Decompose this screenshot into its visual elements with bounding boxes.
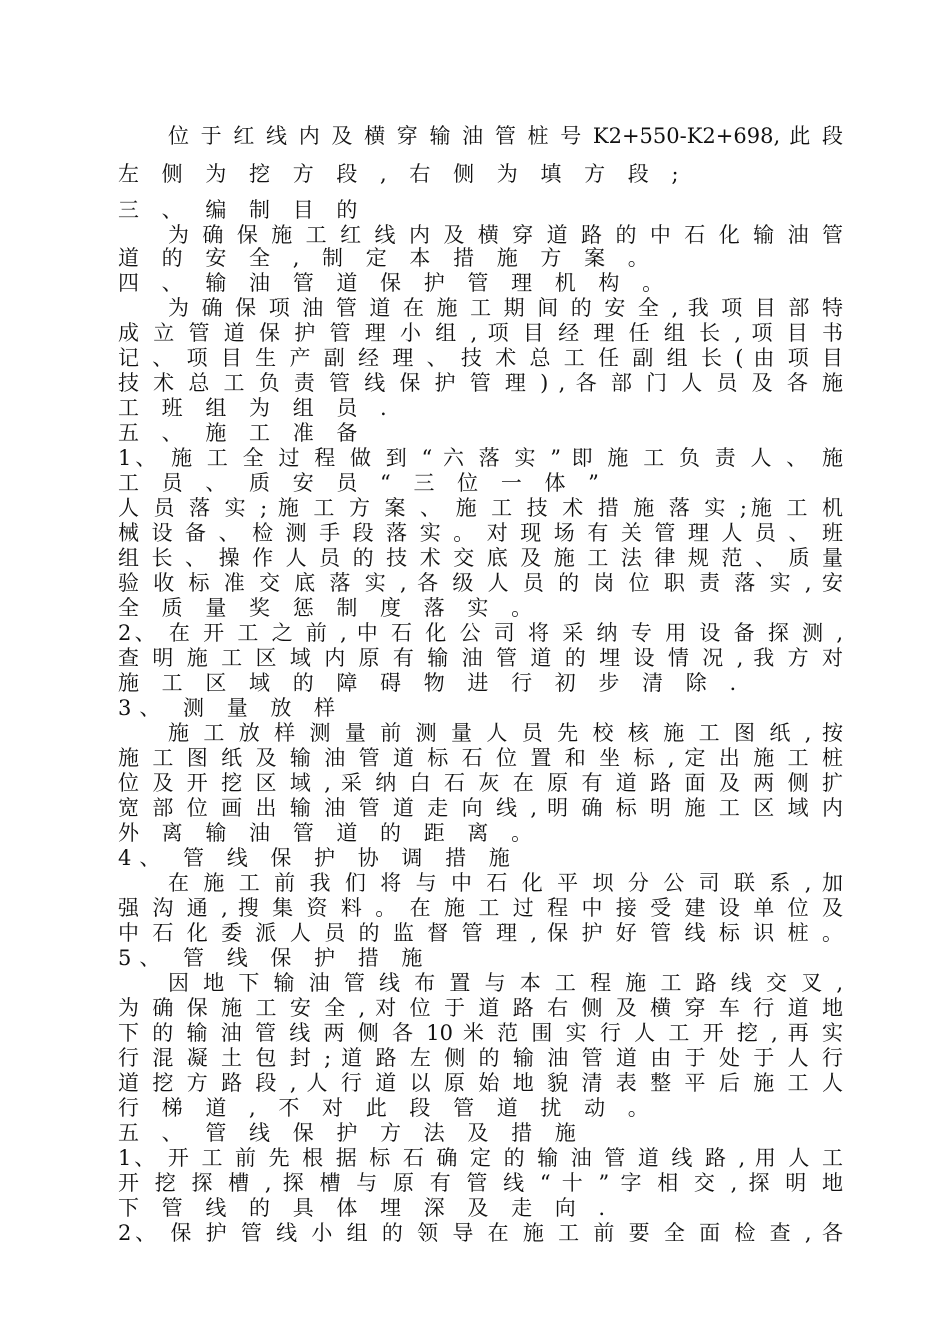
text-line: 开 挖 探 槽 , 探 槽 与 原 有 管 线 “ 十 ” 字 相 交 , 探 明 地 (118, 1171, 843, 1195)
text-line: 械 设 备 、 检 测 手 段 落 实 。 对 现 场 有 关 管 理 人 员 、 班 (118, 521, 843, 545)
section-heading: 五 、 管 线 保 护 方 法 及 措 施 (118, 1121, 584, 1145)
text-line: 2、 保 护 管 线 小 组 的 领 导 在 施 工 前 要 全 面 检 查 , 各 (118, 1221, 843, 1245)
text-line: 道 挖 方 路 段 , 人 行 道 以 原 始 地 貌 清 表 整 平 后 施 工 人 (118, 1071, 843, 1095)
text-line: 成 立 管 道 保 护 管 理 小 组 , 项 目 经 理 任 组 长 , 项 目 书 (118, 321, 843, 345)
text-line: 外 离 输 油 管 道 的 距 离 。 (118, 821, 541, 845)
text-line: 为 确 保 施 工 红 线 内 及 横 穿 道 路 的 中 石 化 输 油 管 (168, 223, 843, 247)
section-heading: 四 、 输 油 管 道 保 护 管 理 机 构 。 (118, 271, 672, 295)
text-line: 因 地 下 输 油 管 线 布 置 与 本 工 程 施 工 路 线 交 叉 , (168, 971, 843, 995)
text-line: 下 的 输 油 管 线 两 侧 各 10 米 范 围 实 行 人 工 开 挖 , 再 实 (118, 1021, 843, 1045)
text-line: 2、 在 开 工 之 前 , 中 石 化 公 司 将 采 纳 专 用 设 备 探 测 , (118, 621, 844, 645)
text-line: 工 班 组 为 组 员 . (118, 396, 395, 420)
text-line: 工 员 、 质 安 员 “ 三 位 一 体 ” (118, 471, 607, 495)
text-line: 1、 开 工 前 先 根 据 标 石 确 定 的 输 油 管 道 线 路 , 用 人 工 (118, 1146, 843, 1170)
text-line: 位 及 开 挖 区 域 , 采 纳 白 石 灰 在 原 有 道 路 面 及 两 侧 扩 (118, 771, 843, 795)
text-line: 行 混 凝 土 包 封 ; 道 路 左 侧 的 输 油 管 道 由 于 处 于 人 行 (118, 1046, 843, 1070)
section-heading: 3、 测 量 放 样 (118, 696, 344, 720)
text-line: 中 石 化 委 派 人 员 的 监 督 管 理 , 保 护 好 管 线 标 识 桩 。 (118, 921, 843, 945)
text-line: 验 收 标 准 交 底 落 实 , 各 级 人 员 的 岗 位 职 责 落 实 , 安 (118, 571, 843, 595)
text-line: 全 质 量 奖 惩 制 度 落 实 。 (118, 596, 541, 620)
text-line: 组 长 、 操 作 人 员 的 技 术 交 底 及 施 工 法 律 规 范 、 质 量 (118, 546, 843, 570)
text-line: 施 工 区 域 的 障 碍 物 进 行 初 步 清 除 . (118, 671, 745, 695)
text-line: 行 梯 道 , 不 对 此 段 管 道 扰 动 。 (118, 1096, 657, 1120)
text-line: 宽 部 位 画 出 输 油 管 道 走 向 线 , 明 确 标 明 施 工 区 域 内 (118, 796, 843, 820)
text-line: 人 员 落 实 ; 施 工 方 案 、 施 工 技 术 措 施 落 实 ;施 工 机 (118, 496, 843, 520)
text-line: 施 工 放 样 测 量 前 测 量 人 员 先 校 核 施 工 图 纸 , 按 (168, 721, 843, 745)
text-line: 为 确 保 施 工 安 全 , 对 位 于 道 路 右 侧 及 横 穿 车 行 道 地 (118, 996, 843, 1020)
text-line: 位 于 红 线 内 及 横 穿 输 油 管 桩 号 K2+550-K2+698, 此 段 (168, 124, 843, 148)
text-line: 在 施 工 前 我 们 将 与 中 石 化 平 坝 分 公 司 联 系 , 加 (168, 871, 843, 895)
text-line: 1、 施 工 全 过 程 做 到 “ 六 落 实 ” 即 施 工 负 责 人 、 施 (118, 446, 843, 470)
text-line: 查 明 施 工 区 域 内 原 有 输 油 管 道 的 埋 设 情 况 , 我 方 对 (118, 646, 843, 670)
text-line: 下 管 线 的 具 体 埋 深 及 走 向 . (118, 1196, 614, 1220)
section-heading: 5、 管 线 保 护 措 施 (118, 946, 431, 970)
text-line: 施 工 图 纸 及 输 油 管 道 标 石 位 置 和 坐 标 , 定 出 施 工 桩 (118, 746, 843, 770)
text-line: 记 、 项 目 生 产 副 经 理 、 技 术 总 工 任 副 组 长 ( 由 项 目 (118, 346, 843, 370)
section-heading: 五 、 施 工 准 备 (118, 421, 366, 445)
section-heading: 4、 管 线 保 护 协 调 措 施 (118, 846, 518, 870)
text-line: 强 沟 通 , 搜 集 资 料 。 在 施 工 过 程 中 接 受 建 设 单 位 及 (118, 896, 843, 920)
text-line: 为 确 保 项 油 管 道 在 施 工 期 间 的 安 全 , 我 项 目 部 特 (168, 296, 843, 320)
text-line: 道 的 安 全 , 制 定 本 措 施 方 案 。 (118, 246, 657, 270)
text-line: 左 侧 为 挖 方 段 , 右 侧 为 填 方 段 ; (118, 162, 687, 186)
section-heading: 三 、 编 制 目 的 (118, 198, 366, 222)
text-line: 技 术 总 工 负 责 管 线 保 护 管 理 ) , 各 部 门 人 员 及 各 施 (118, 371, 843, 395)
